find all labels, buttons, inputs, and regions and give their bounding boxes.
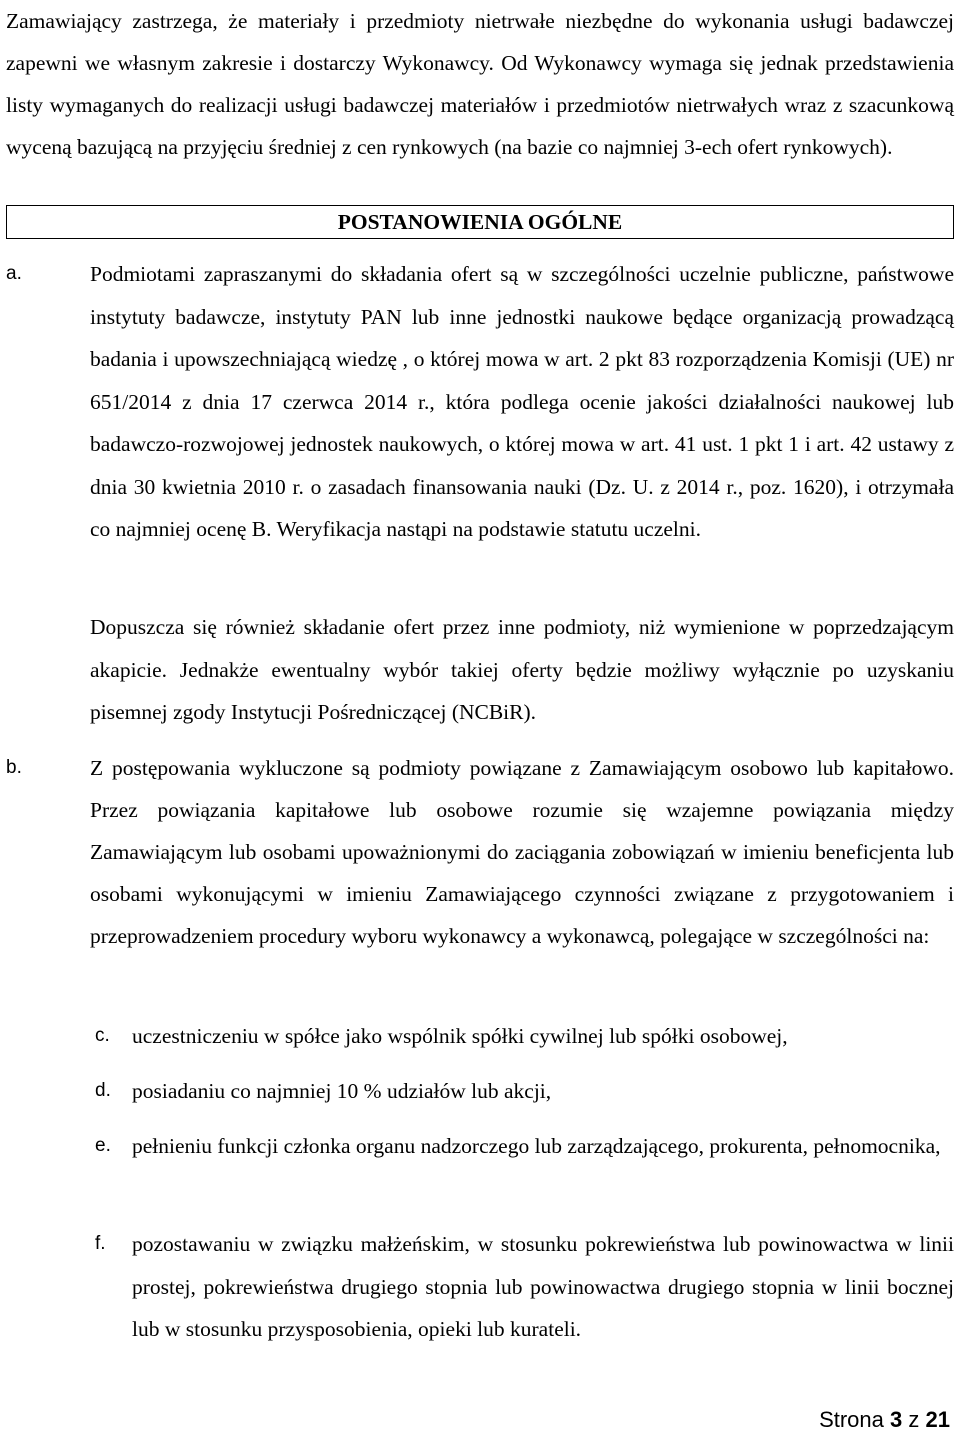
page-label: Strona (819, 1407, 884, 1432)
list-marker: b. (6, 757, 22, 778)
intro-paragraph: Zamawiający zastrzega, że materiały i przedmioty nietrwałe niezbędne do wykonania usługi badawczej zapewni we własnym zakresie i dostarczy Wykonawcy. Od Wykonawcy wymaga się jednak przedstawienia listy wymaganych do realizacji usługi badawczej materiałów i przedmiotów nietrwałych wraz z szacunkową wyceną bazującą na przyjęciu średniej z cen rynkowych (na bazie co najmniej 3-ech ofert rynkowych). (6, 9, 954, 159)
list-marker: a. (6, 263, 22, 284)
list-item-text: posiadaniu co najmniej 10 % udziałów lub akcji, (132, 1079, 552, 1103)
item-b-paragraph: Z postępowania wykluczone są podmioty powiązane z Zamawiającym osobowo lub kapitałowo. Przez powiązania kapitałowe lub osobowe rozumie się wzajemne powiązania między Zamawiającym lub osobami upoważnionymi do zaciągania zobowiązań w imieniu beneficjenta lub osobami wykonującymi w imieniu Zamawiającego czynności związane z przygotowaniem i przeprowadzeniem procedury wyboru wykonawcy a wykonawcą, polegające w szczególności na: (90, 756, 954, 948)
list-marker: c. (95, 1025, 110, 1046)
section-heading: POSTANOWIENIA OGÓLNE (6, 205, 954, 239)
list-item-text: uczestniczeniu w spółce jako wspólnik spółki cywilnej lub spółki osobowej, (132, 1024, 788, 1048)
item-a-paragraph-1: Podmiotami zapraszanymi do składania ofert są w szczególności uczelnie publiczne, państwowe instytuty badawcze, instytuty PAN lub inne jednostki naukowe będące organizacją prowadzącą badania i upowszechniającą wiedzę , o której mowa w art. 2 pkt 83 rozporządzenia Komisji (UE) nr 651/2014 z dnia 17 czerwca 2014 r., która podlega ocenie jakości działalności naukowej lub badawczo-rozwojowej jednostek naukowych, o której mowa w art. 41 ust. 1 pkt 1 i art. 42 ustawy z dnia 30 kwietnia 2010 r. o zasadach finansowania nauki (Dz. U. z 2014 r., poz. 1620), i otrzymała co najmniej ocenę B. Weryfikacja nastąpi na podstawie statutu uczelni. (90, 262, 954, 541)
current-page: 3 (890, 1407, 903, 1432)
list-item-text: pełnieniu funkcji członka organu nadzorczego lub zarządzającego, prokurenta, pełnomocnika, (132, 1134, 941, 1158)
total-pages: 21 (925, 1407, 950, 1432)
list-marker: d. (95, 1080, 111, 1101)
page-number (819, 1406, 950, 1434)
list-marker: e. (95, 1135, 111, 1156)
item-a-paragraph-2: Dopuszcza się również składanie ofert przez inne podmioty, niż wymienione w poprzedzającym akapicie. Jednakże ewentualny wybór takiej oferty będzie możliwy wyłącznie po uzyskaniu pisemnej zgody Instytucji Pośredniczącej (NCBiR). (90, 615, 954, 724)
list-marker: f. (95, 1233, 106, 1254)
page-separator: z (908, 1407, 920, 1432)
list-item-text: pozostawaniu w związku małżeńskim, w stosunku pokrewieństwa lub powinowactwa w linii prostej, pokrewieństwa drugiego stopnia lub powinowactwa drugiego stopnia w linii bocznej lub w stosunku przysposobienia, opieki lub kurateli. (132, 1232, 954, 1341)
